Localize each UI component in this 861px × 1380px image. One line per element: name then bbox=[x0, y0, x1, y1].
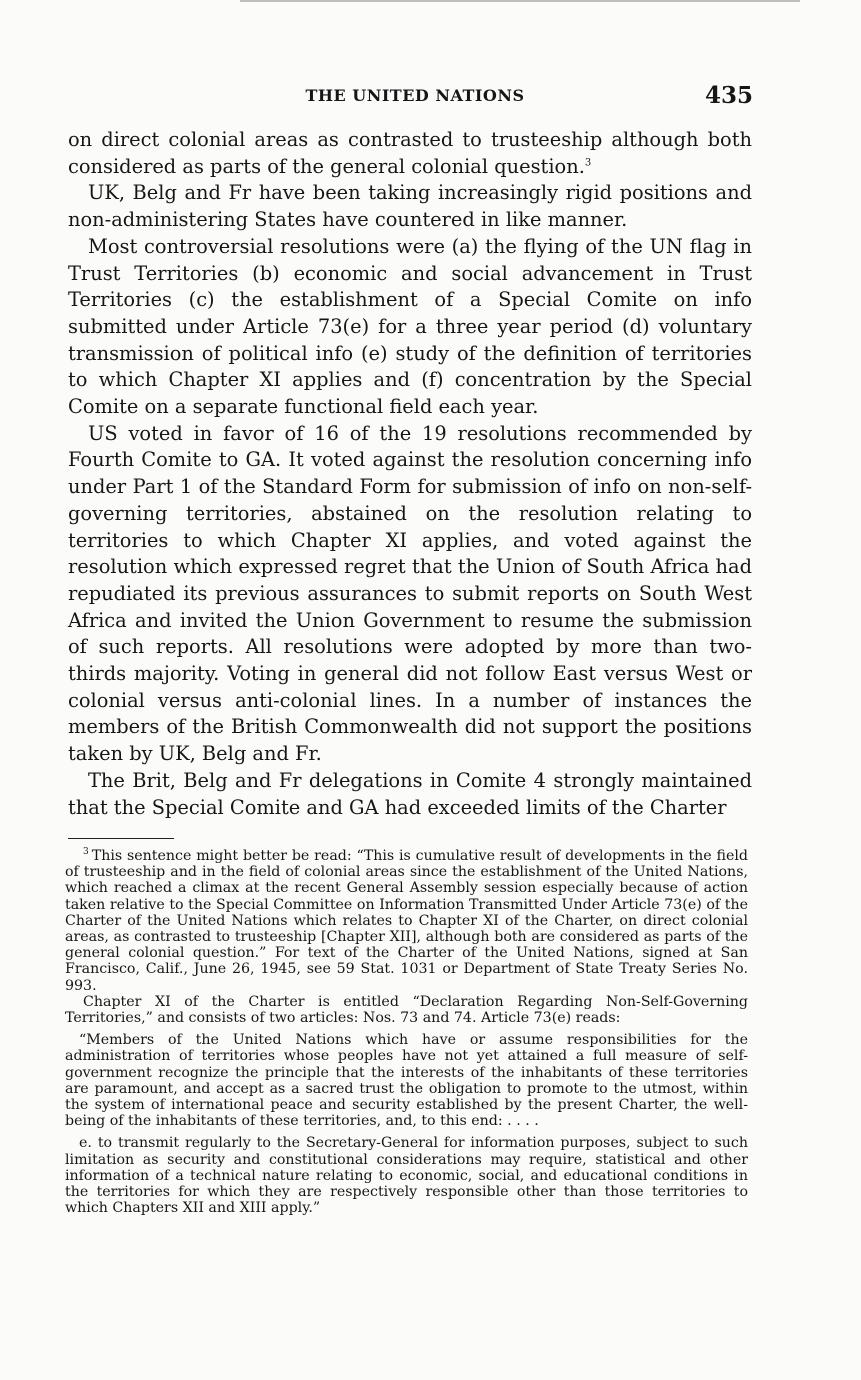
footnotes bbox=[65, 848, 748, 1216]
footnote-quote: e. to transmit regularly to the Secretary-General for information purposes, subject to such limitation as security and constitutional considerations may require, statistical and other information of a technical nature relating to economic, social, and educational conditions in the territories for which they are respectively responsible other than those territories to which Chapters XII and XIII apply.” bbox=[65, 1135, 748, 1217]
paragraph: US voted in favor of 16 of the 19 resolutions recommended by Fourth Comite to GA. It voted against the resolution concerning info under Part 1 of the Standard Form for submission of info on non-self-governing territories, abstained on the resolution relating to territories to which Chapter XI applies, and voted against the resolution which expressed regret that the Union of South Africa had repudiated its previous assurances to submit reports on South West Africa and invited the Union Government to resume the submission of such reports. All resolutions were adopted by more than two-thirds majority. Voting in general did not follow East versus West or colonial versus anti-colonial lines. In a number of instances the members of the British Commonwealth did not support the positions taken by UK, Belg and Fr. bbox=[68, 421, 752, 766]
footnote bbox=[65, 848, 748, 994]
body-text bbox=[68, 127, 752, 821]
paragraph: The Brit, Belg and Fr delegations in Comite 4 strongly maintained that the Special Comite and GA had exceeded limits of the Charter bbox=[68, 768, 752, 819]
paragraph: UK, Belg and Fr have been taking increasingly rigid positions and non-administering States have countered in like manner. bbox=[68, 181, 752, 232]
running-head bbox=[0, 84, 861, 114]
paragraph: Most controversial resolutions were (a) the flying of the UN flag in Trust Territories (b) economic and social advancement in Trust Territories (c) the establishment of a Special Comite on info submitted under Article 73(e) for a three year period (d) voluntary transmission of political info (e) study of the definition of territories to which Chapter XI applies and (f) concentration by the Special Comite on a separate functional field each year. bbox=[68, 234, 752, 419]
footnote-reference: 3 bbox=[584, 157, 592, 169]
footnote-quote: “Members of the United Nations which have or assume responsibilities for the administration of territories whose peoples have not yet attained a full measure of self-government recognize the principle that the interests of the inhabitants of these territories are paramount, and accept as a sacred trust the obligation to promote to the utmost, within the system of international peace and security established by the present Charter, the well-being of the inhabitants of these territories, and, to this end: . . . . bbox=[65, 1032, 748, 1130]
paragraph-text: on direct colonial areas as contrasted to trusteeship although both considered as parts of the general colonial question. bbox=[68, 128, 752, 178]
paragraph bbox=[68, 127, 752, 180]
footnote-paragraph: Chapter XI of the Charter is entitled “Declaration Regarding Non-Self-Governing Territories,” and consists of two articles: Nos. 73 and 74. Article 73(e) reads: bbox=[65, 993, 748, 1027]
running-title: THE UNITED NATIONS bbox=[305, 86, 525, 105]
footnote-text: This sentence might better be read: “This is cumulative result of developments in the field of trusteeship and in the field of colonial areas since the establishment of the United Nations, which reached a climax at the recent General Assembly session especially because of action taken relative to the Special Committee on Information Transmitted Under Article 73(e) of the Charter of the United Nations which relates to Chapter XI of the Charter, on direct colonial areas, as contrasted to trusteeship [Chapter XII], although both are considered as parts of the general colonial question.” For text of the Charter of the United Nations, signed at San Francisco, Calif., June 26, 1945, see 59 Stat. 1031 or Department of State Treaty Series No. 993. bbox=[65, 848, 748, 994]
top-rule bbox=[240, 0, 800, 2]
footnote-marker: 3 bbox=[83, 847, 89, 858]
footnote-divider bbox=[68, 838, 174, 839]
page-number: 435 bbox=[704, 82, 753, 109]
